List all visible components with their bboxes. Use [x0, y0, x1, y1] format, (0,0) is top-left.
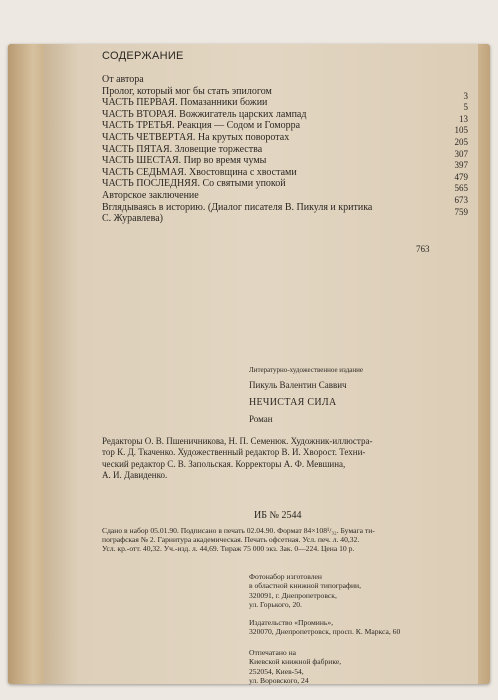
imprint [249, 366, 459, 424]
info-line: Киевской книжной фабрике, [249, 657, 342, 667]
toc-title: СОДЕРЖАНИЕ [102, 50, 184, 62]
toc-entry: ЧАСТЬ ПЯТАЯ. Зловещие торжества 307 [102, 143, 468, 159]
table-of-contents [102, 74, 468, 225]
info-line: 320070, Днепропетровск, просп. К. Маркса, 60 [249, 627, 401, 637]
toc-entry: ЧАСТЬ ВТОРАЯ. Вожжигатель царских лампад 13 [102, 108, 468, 124]
tech-line: Сдано в набор 05.01.90. Подписано в печать 02.04.90. Формат 84×108¹/₃₂. Бумага ти- [102, 526, 375, 535]
book-page [44, 44, 478, 684]
tech-line: пографская № 2. Гарнитура академическая. Печать офсетная. Усл. печ. л. 40,32. [102, 535, 360, 545]
publisher-info [249, 618, 469, 637]
info-line: Отпечатано на [249, 648, 297, 657]
toc-page-number: 763 [416, 244, 430, 254]
author-name: Пикуль Валентин Саввич [249, 380, 347, 390]
credits-line: тор К. Д. Ткаченко. Художественный редактор В. И. Хворост. Техни- [102, 447, 366, 458]
toc-entry: От автора [102, 74, 144, 85]
toc-entry: ЧАСТЬ ШЕСТАЯ. Пир во время чумы 397 [102, 155, 468, 171]
toc-entry: ЧАСТЬ ЧЕТВЕРТАЯ. На крутых поворотах 205 [102, 131, 468, 147]
info-line: ул. Воровского, 24 [249, 676, 309, 686]
book-genre: Роман [249, 414, 273, 424]
typesetting-info [249, 572, 469, 610]
technical-details [102, 526, 472, 554]
toc-entry: Авторское заключение 673 [102, 189, 468, 205]
info-line: Фотонабор изготовлен [249, 572, 322, 581]
toc-entry: С. Журавлева) [102, 213, 163, 225]
toc-entry: Вглядываясь в историю. (Диалог писателя В. Пикуля и критика 759 [102, 201, 468, 217]
toc-entry: ЧАСТЬ ПОСЛЕДНЯЯ. Со святыми упокой 565 [102, 178, 468, 194]
credits-line: Редакторы О. В. Пшеничникова, Н. П. Семенюк. Художник-иллюстра- [102, 436, 373, 446]
printer-info [249, 648, 469, 686]
publication-number: ИБ № 2544 [254, 510, 302, 521]
book-title: НЕЧИСТАЯ СИЛА [249, 397, 337, 408]
page-edges [478, 44, 490, 684]
toc-entry: Пролог, который мог бы стать эпилогом 3 [102, 85, 468, 101]
toc-entry: ЧАСТЬ СЕДЬМАЯ. Хвостовщина с хвостами 479 [102, 166, 468, 182]
toc-entry: ЧАСТЬ ПЕРВАЯ. Помазанники божии 5 [102, 97, 468, 113]
info-line: Издательство «Проминь», [249, 618, 334, 627]
info-line: 320091, г. Днепропетровск, [249, 590, 337, 600]
edition-type: Литературно-художественное издание [249, 366, 363, 374]
editors-credits [102, 436, 472, 481]
credits-line: ческий редактор С. В. Запольская. Корректоры А. Ф. Мевшина, [102, 458, 346, 469]
credits-line: А. И. Давиденко. [102, 469, 168, 480]
tech-line: Усл. кр.-отт. 40,32. Уч.-изд. л. 44,69. Тираж 75 000 экз. Зак. 0—224. Цена 10 р. [102, 544, 355, 554]
info-line: ул. Горького, 20. [249, 600, 302, 610]
book-spine [8, 44, 44, 684]
info-line: 252054, Киев-54, [249, 666, 304, 676]
book [8, 44, 490, 684]
toc-entry: ЧАСТЬ ТРЕТЬЯ. Реакция — Содом и Гоморра 105 [102, 120, 468, 136]
info-line: в областной книжной типографии, [249, 581, 361, 591]
